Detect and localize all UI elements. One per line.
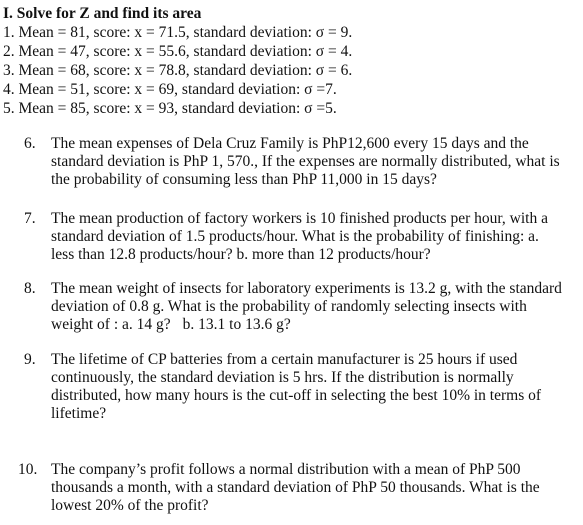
problem-text (51, 461, 573, 515)
section-heading: I. Solve for Z and find its area (3, 5, 202, 22)
sub-question-b: b. 13.1 to 13.6 g? (182, 316, 291, 333)
problem-line: distributed, how many hours is the cut-off in selecting the best 10% in terms of (51, 387, 542, 404)
problem-line: standard deviation is PhP 1, 570., If the expenses are normally distributed, what is (51, 153, 560, 170)
problem-number: 7. (24, 210, 36, 227)
short-problem-2: 2. Mean = 47, score: x = 55.6, standard deviation: σ = 4. (3, 43, 353, 60)
short-problem-3: 3. Mean = 68, score: x = 78.8, standard deviation: σ = 6. (3, 62, 353, 79)
short-problem-5: 5. Mean = 85, score: x = 93, standard deviation: σ =5. (3, 100, 337, 117)
problem-number: 8. (24, 280, 36, 297)
short-problem-4: 4. Mean = 51, score: x = 69, standard deviation: σ =7. (3, 81, 337, 98)
problem-line: The company’s profit follows a normal distribution with a mean of PhP 500 (51, 461, 521, 478)
problem-line: thousands a month, with a standard deviation of PhP 50 thousands. What is the (51, 479, 540, 496)
problem-line: continuously, the standard deviation is 5 hrs. If the distribution is normally (51, 369, 514, 386)
problem-line: lowest 20% of the profit? (51, 497, 209, 514)
problem-line-last (51, 316, 573, 334)
problem-line: The mean weight of insects for laboratory experiments is 13.2 g, with the standard (51, 280, 562, 297)
problem-line: lifetime? (51, 405, 107, 422)
problem-line: deviation of 0.8 g. What is the probability of randomly selecting insects with (51, 298, 527, 315)
problem-text (51, 280, 573, 334)
problem-number: 10. (18, 461, 38, 478)
problem-line: standard deviation of 1.5 products/hour. What is the probability of finishing: a. (51, 228, 539, 245)
short-problem-list (3, 23, 352, 118)
sub-question-a: weight of : a. 14 g? (51, 316, 171, 333)
problem-number: 9. (24, 351, 36, 368)
problem-number: 6. (24, 135, 36, 152)
short-problem-1: 1. Mean = 81, score: x = 71.5, standard deviation: σ = 9. (3, 24, 353, 41)
problem-text (51, 135, 573, 189)
problem-line: less than 12.8 products/hour? b. more than 12 products/hour? (51, 246, 431, 263)
problem-line: The mean production of factory workers is 10 finished products per hour, with a (51, 210, 548, 227)
problem-text (51, 351, 573, 423)
problem-text (51, 210, 573, 264)
problem-line: the probability of consuming less than PhP 11,000 in 15 days? (51, 171, 437, 188)
problem-line: The lifetime of CP batteries from a certain manufacturer is 25 hours if used (51, 351, 518, 368)
problem-line: The mean expenses of Dela Cruz Family is PhP12,600 every 15 days and the (51, 135, 529, 152)
